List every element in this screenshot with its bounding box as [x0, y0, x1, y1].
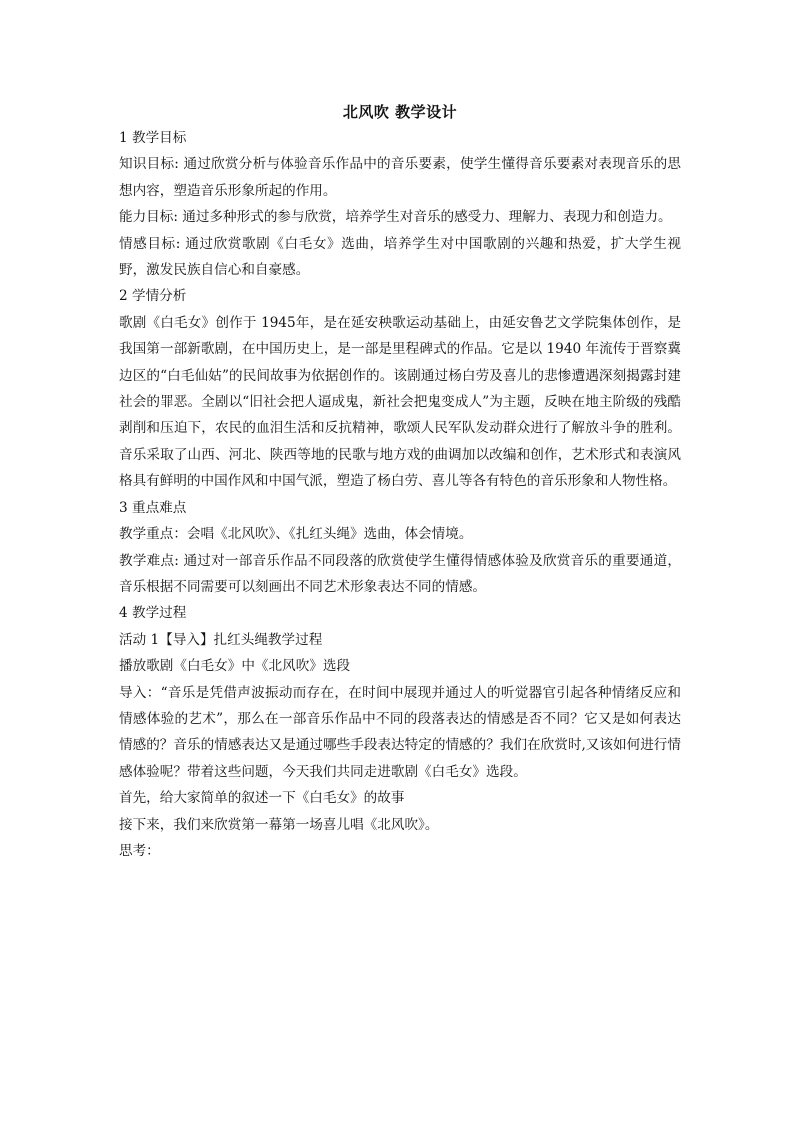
paragraph-ability-goal: 能力目标: 通过多种形式的参与欣赏，培养学生对音乐的感受力、理解力、表现力和创造力。	[119, 209, 672, 226]
section-heading-key-points: 3 重点难点	[119, 499, 187, 516]
document-body	[119, 101, 681, 864]
paragraph-teaching-focus: 教学重点：会唱《北风吹》、《扎红头绳》选曲，体会情境。	[119, 526, 473, 543]
paragraph-listen-next: 接下来，我们来欣赏第一幕第一场喜儿唱《北风吹》。	[119, 816, 439, 833]
section-heading-objectives: 1 教学目标	[119, 130, 187, 146]
paragraph-teaching-difficulty: 教学难点: 通过对一部音乐作品不同段落的欣赏使学生懂得情感体验及欣赏音乐的重要通道，音乐根据不同需要可以刻画出不同艺术形象表达不同的情感。	[119, 552, 681, 595]
paragraph-knowledge-goal: 知识目标: 通过欣赏分析与体验音乐作品中的音乐要素，使学生懂得音乐要素对表现音乐的思想内容，塑造音乐形象所起的作用。	[119, 156, 681, 199]
paragraph-play-excerpt: 播放歌剧《白毛女》中《北风吹》选段	[119, 658, 351, 675]
paragraph-opera-background: 歌剧《白毛女》创作于 1945年，是在延安秧歌运动基础上，由延安鲁艺文学院集体创作，是我国第一部新歌剧，在中国历史上，是一部是里程碑式的作品。它是以 1940 年流传于晋察冀边区的“白毛仙姑”的民间故事为依据创作的。该剧通过杨白劳及喜儿的悲惨遭遇深刻揭露封建社会的罪恶。全剧以“旧社会把人逼成鬼，新社会把鬼变成人”为主题，反映在地主阶级的残酷剥削和压迫下，农民的血泪生活和反抗精神，歌颂人民军队发动群众进行了解放斗争的胜利。音乐采取了山西、河北、陕西等地的民歌与地方戏的曲调加以改编和创作，艺术形式和表演风格具有鲜明的中国作风和中国气派，塑造了杨白劳、喜儿等各有特色的音乐形象和人物性格。	[119, 314, 681, 490]
document-title: 北风吹 教学设计	[342, 103, 458, 121]
paragraph-think: 思考：	[119, 842, 160, 859]
section-heading-process: 4 教学过程	[119, 605, 187, 622]
paragraph-introduction: 导入：“音乐是凭借声波振动而存在，在时间中展现并通过人的听觉器官引起各种情绪反应和情感体验的艺术”，那么在一部音乐作品中不同的段落表达的情感是否不同？它又是如何表达情感的？音乐的情感表达又是通过哪些手段表达特定的情感的？我们在欣赏时,又该如何进行情感体验呢？带着这些问题，今天我们共同走进歌剧《白毛女》选段。	[119, 684, 681, 780]
paragraph-story-intro: 首先，给大家简单的叙述一下《白毛女》的故事	[119, 790, 405, 807]
paragraph-activity-1: 活动 1【导入】扎红头绳教学过程	[119, 631, 323, 648]
paragraph-emotion-goal: 情感目标: 通过欣赏歌剧《白毛女》选曲，培养学生对中国歌剧的兴趣和热爱，扩大学生视野，激发民族自信心和自豪感。	[119, 235, 681, 279]
section-heading-analysis: 2 学情分析	[119, 288, 187, 305]
